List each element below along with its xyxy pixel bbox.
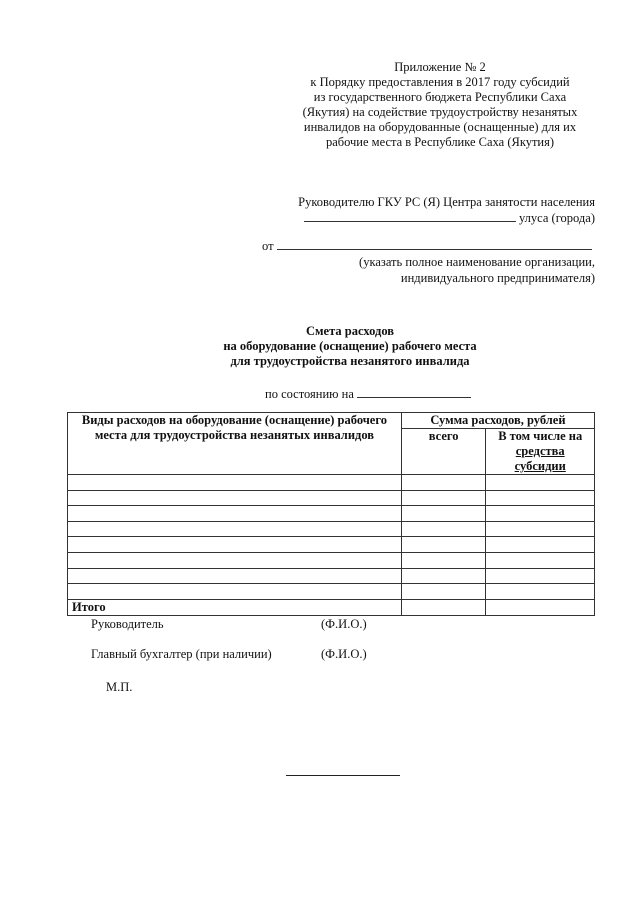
- estimate-table: [67, 412, 595, 616]
- head-signature-row: [91, 616, 367, 646]
- recipient-block: [298, 194, 595, 226]
- district-blank-line[interactable]: [304, 210, 516, 222]
- appendix-line: (Якутия) на содействие трудоустройству незанятых: [302, 105, 578, 119]
- table-row: [68, 475, 595, 491]
- expense-cell[interactable]: [68, 490, 402, 506]
- recipient-district: [298, 210, 595, 226]
- as-of-blank-line[interactable]: [357, 386, 471, 398]
- expense-cell[interactable]: [68, 552, 402, 568]
- total-cell[interactable]: [401, 537, 486, 553]
- expense-cell[interactable]: [68, 475, 402, 491]
- appendix-line: из государственного бюджета Республики Саха: [313, 90, 567, 104]
- appendix-header: [280, 60, 600, 150]
- total-cell[interactable]: [401, 475, 486, 491]
- sender-hint-1: (указать полное наименование организации,: [359, 255, 595, 269]
- accountant-signature-row: [91, 646, 367, 676]
- table-row: [68, 537, 595, 553]
- total-cell[interactable]: [401, 521, 486, 537]
- as-of-label: по состоянию на: [265, 387, 354, 401]
- header-subsidy: [486, 429, 595, 475]
- appendix-line: рабочие места в Республике Саха (Якутия): [325, 135, 555, 149]
- header-total: всего: [401, 429, 486, 475]
- table-row: [68, 506, 595, 522]
- total-cell[interactable]: [401, 552, 486, 568]
- subsidy-cell[interactable]: [486, 537, 595, 553]
- document-title: [140, 324, 560, 369]
- district-suffix: улуса (города): [518, 211, 595, 225]
- expense-cell[interactable]: [68, 521, 402, 537]
- table-row: [68, 584, 595, 600]
- subsidy-cell[interactable]: [486, 490, 595, 506]
- table-row: [68, 521, 595, 537]
- total-row: [68, 599, 595, 615]
- as-of-date: [265, 386, 471, 402]
- title-line-2: на оборудование (оснащение) рабочего места: [223, 339, 477, 353]
- table-row: [68, 568, 595, 584]
- head-fio: (Ф.И.О.): [321, 617, 367, 631]
- expense-cell[interactable]: [68, 537, 402, 553]
- accountant-label: Главный бухгалтер (при наличии): [91, 647, 272, 661]
- signatures: [91, 616, 367, 676]
- sender-label: от: [262, 239, 274, 253]
- subsidy-cell[interactable]: [486, 584, 595, 600]
- total-sum-cell[interactable]: [401, 599, 486, 615]
- title-line-1: Смета расходов: [305, 324, 395, 338]
- stamp-place: М.П.: [106, 680, 133, 694]
- total-label: Итого: [68, 599, 402, 615]
- header-expense-kind: Виды расходов на оборудование (оснащение) рабочего места для трудоустройства незанятых инвалидов: [68, 413, 402, 475]
- accountant-fio: (Ф.И.О.): [321, 647, 367, 661]
- total-subsidy-cell[interactable]: [486, 599, 595, 615]
- subsidy-cell[interactable]: [486, 521, 595, 537]
- sender-blank-line[interactable]: [277, 238, 592, 250]
- total-cell[interactable]: [401, 584, 486, 600]
- subsidy-cell[interactable]: [486, 552, 595, 568]
- appendix-line: к Порядку предоставления в 2017 году субсидий: [310, 75, 570, 89]
- expense-cell[interactable]: [68, 568, 402, 584]
- table-row: [68, 552, 595, 568]
- footer-separator-line: [286, 775, 400, 776]
- header-sum: Сумма расходов, рублей: [401, 413, 594, 429]
- appendix-line: инвалидов на оборудованные (оснащенные) для их: [303, 120, 577, 134]
- head-label: Руководитель: [91, 617, 164, 631]
- appendix-line: Приложение № 2: [394, 60, 486, 74]
- expense-cell[interactable]: [68, 506, 402, 522]
- subsidy-cell[interactable]: [486, 506, 595, 522]
- header-subsidy-line-2: средства субсидии: [514, 444, 566, 473]
- total-cell[interactable]: [401, 490, 486, 506]
- recipient-title: Руководителю ГКУ РС (Я) Центра занятости населения: [298, 195, 595, 209]
- sender-row: [262, 238, 595, 254]
- total-cell[interactable]: [401, 568, 486, 584]
- expense-cell[interactable]: [68, 584, 402, 600]
- total-cell[interactable]: [401, 506, 486, 522]
- title-line-3: для трудоустройства незанятого инвалида: [230, 354, 470, 368]
- sender-hint-2: индивидуального предпринимателя): [400, 271, 595, 285]
- subsidy-cell[interactable]: [486, 568, 595, 584]
- header-subsidy-line-1: В том числе на: [498, 429, 583, 443]
- sender-block: [262, 238, 595, 286]
- table-row: [68, 490, 595, 506]
- subsidy-cell[interactable]: [486, 475, 595, 491]
